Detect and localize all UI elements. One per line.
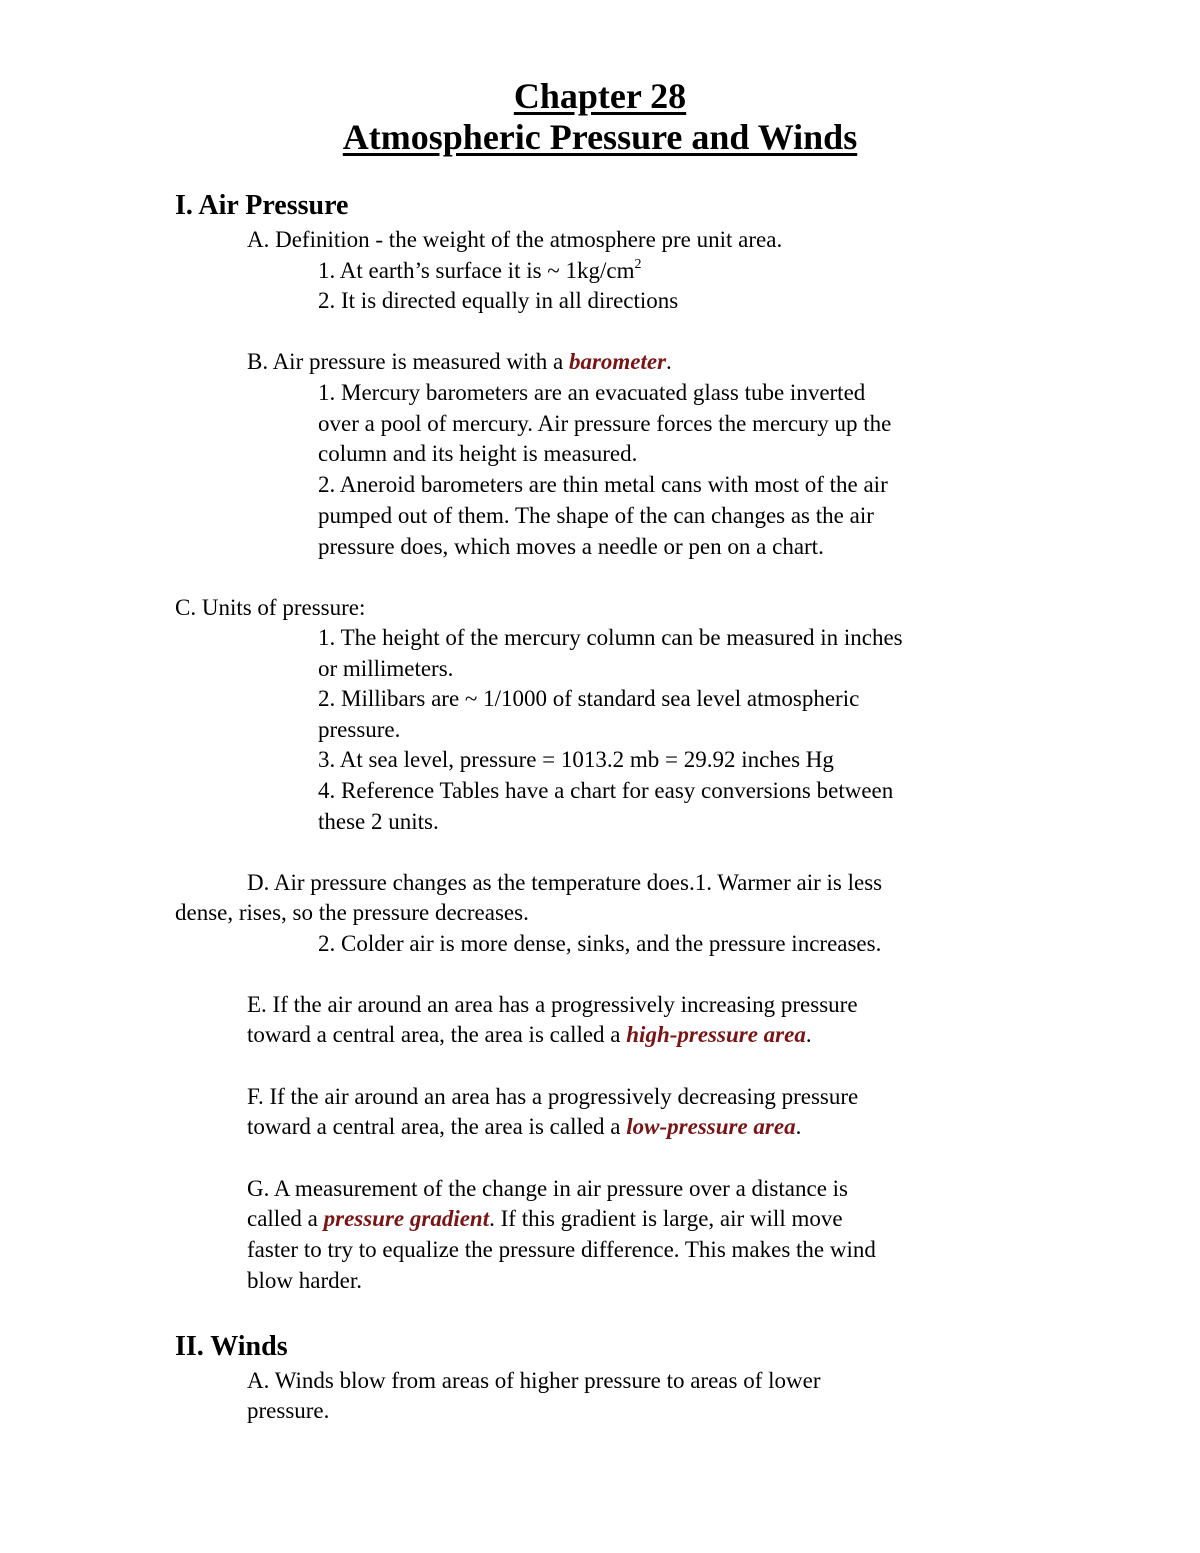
item-f-line2 — [247, 1113, 801, 1141]
item-c2-line2: pressure. — [318, 717, 401, 742]
section-heading-air-pressure: I. Air Pressure — [175, 190, 349, 221]
item-e-line1: E. If the air around an area has a progressively increasing pressure — [247, 992, 858, 1017]
item-b2-line3: pressure does, which moves a needle or pen on a chart. — [318, 534, 824, 559]
item-g-text: called a — [247, 1206, 324, 1231]
item-b2-line2: pumped out of them. The shape of the can changes as the air — [318, 503, 874, 528]
item-a1-superscript: 2 — [634, 257, 642, 272]
term-low-pressure-area: low-pressure area — [626, 1114, 796, 1139]
item-c4-line1: 4. Reference Tables have a chart for easy conversions between — [318, 778, 894, 803]
item-f-text: toward a central area, the area is called a — [247, 1114, 627, 1139]
item-b-text: B. Air pressure is measured with a — [247, 349, 569, 374]
item-c4-line2: these 2 units. — [318, 809, 439, 834]
item-a-definition: A. Definition - the weight of the atmosphere pre unit area. — [247, 227, 783, 252]
item-g-line3: faster to try to equalize the pressure difference. This makes the wind — [247, 1237, 876, 1262]
chapter-title: Chapter 28 — [513, 76, 687, 116]
item-e-line2 — [247, 1021, 812, 1049]
item-b — [247, 348, 672, 376]
item-a1 — [318, 257, 642, 285]
item-b1-line1: 1. Mercury barometers are an evacuated glass tube inverted — [318, 380, 866, 405]
item-e-text: toward a central area, the area is called a — [247, 1022, 627, 1047]
item-d2: 2. Colder air is more dense, sinks, and the pressure increases. — [318, 931, 882, 956]
item-b2-line1: 2. Aneroid barometers are thin metal cans with most of the air — [318, 472, 888, 497]
section-heading-winds: II. Winds — [175, 1331, 288, 1362]
term-high-pressure-area: high-pressure area — [626, 1022, 806, 1047]
item-d-line2: dense, rises, so the pressure decreases. — [175, 900, 529, 925]
winds-item-a-line2: pressure. — [247, 1398, 330, 1423]
item-g-line2 — [247, 1205, 843, 1233]
item-d-line1: D. Air pressure changes as the temperature does.1. Warmer air is less — [247, 870, 883, 895]
item-c1-line2: or millimeters. — [318, 656, 454, 681]
item-b1-line3: column and its height is measured. — [318, 441, 638, 466]
item-f-period: . — [795, 1114, 802, 1139]
item-f-line1: F. If the air around an area has a progressively decreasing pressure — [247, 1084, 859, 1109]
winds-item-a-line1: A. Winds blow from areas of higher pressure to areas of lower — [247, 1368, 821, 1393]
item-c2-line1: 2. Millibars are ~ 1/1000 of standard sea level atmospheric — [318, 686, 860, 711]
term-barometer: barometer — [568, 349, 667, 374]
item-c3: 3. At sea level, pressure = 1013.2 mb = 29.92 inches Hg — [318, 747, 834, 772]
item-e-period: . — [805, 1022, 812, 1047]
item-b1-line2: over a pool of mercury. Air pressure forces the mercury up the — [318, 411, 892, 436]
item-c1-line1: 1. The height of the mercury column can be measured in inches — [318, 625, 903, 650]
item-a2: 2. It is directed equally in all directions — [318, 288, 679, 313]
item-g-line4: blow harder. — [247, 1268, 362, 1293]
item-a1-text: 1. At earth’s surface it is ~ 1kg/cm — [318, 258, 635, 283]
item-g-text-post: . If this gradient is large, air will move — [489, 1206, 843, 1231]
item-g-line1: G. A measurement of the change in air pressure over a distance is — [247, 1176, 848, 1201]
term-pressure-gradient: pressure gradient — [323, 1206, 490, 1231]
item-c: C. Units of pressure: — [175, 595, 366, 620]
chapter-subtitle: Atmospheric Pressure and Winds — [342, 117, 858, 157]
item-b-period: . — [666, 349, 672, 374]
